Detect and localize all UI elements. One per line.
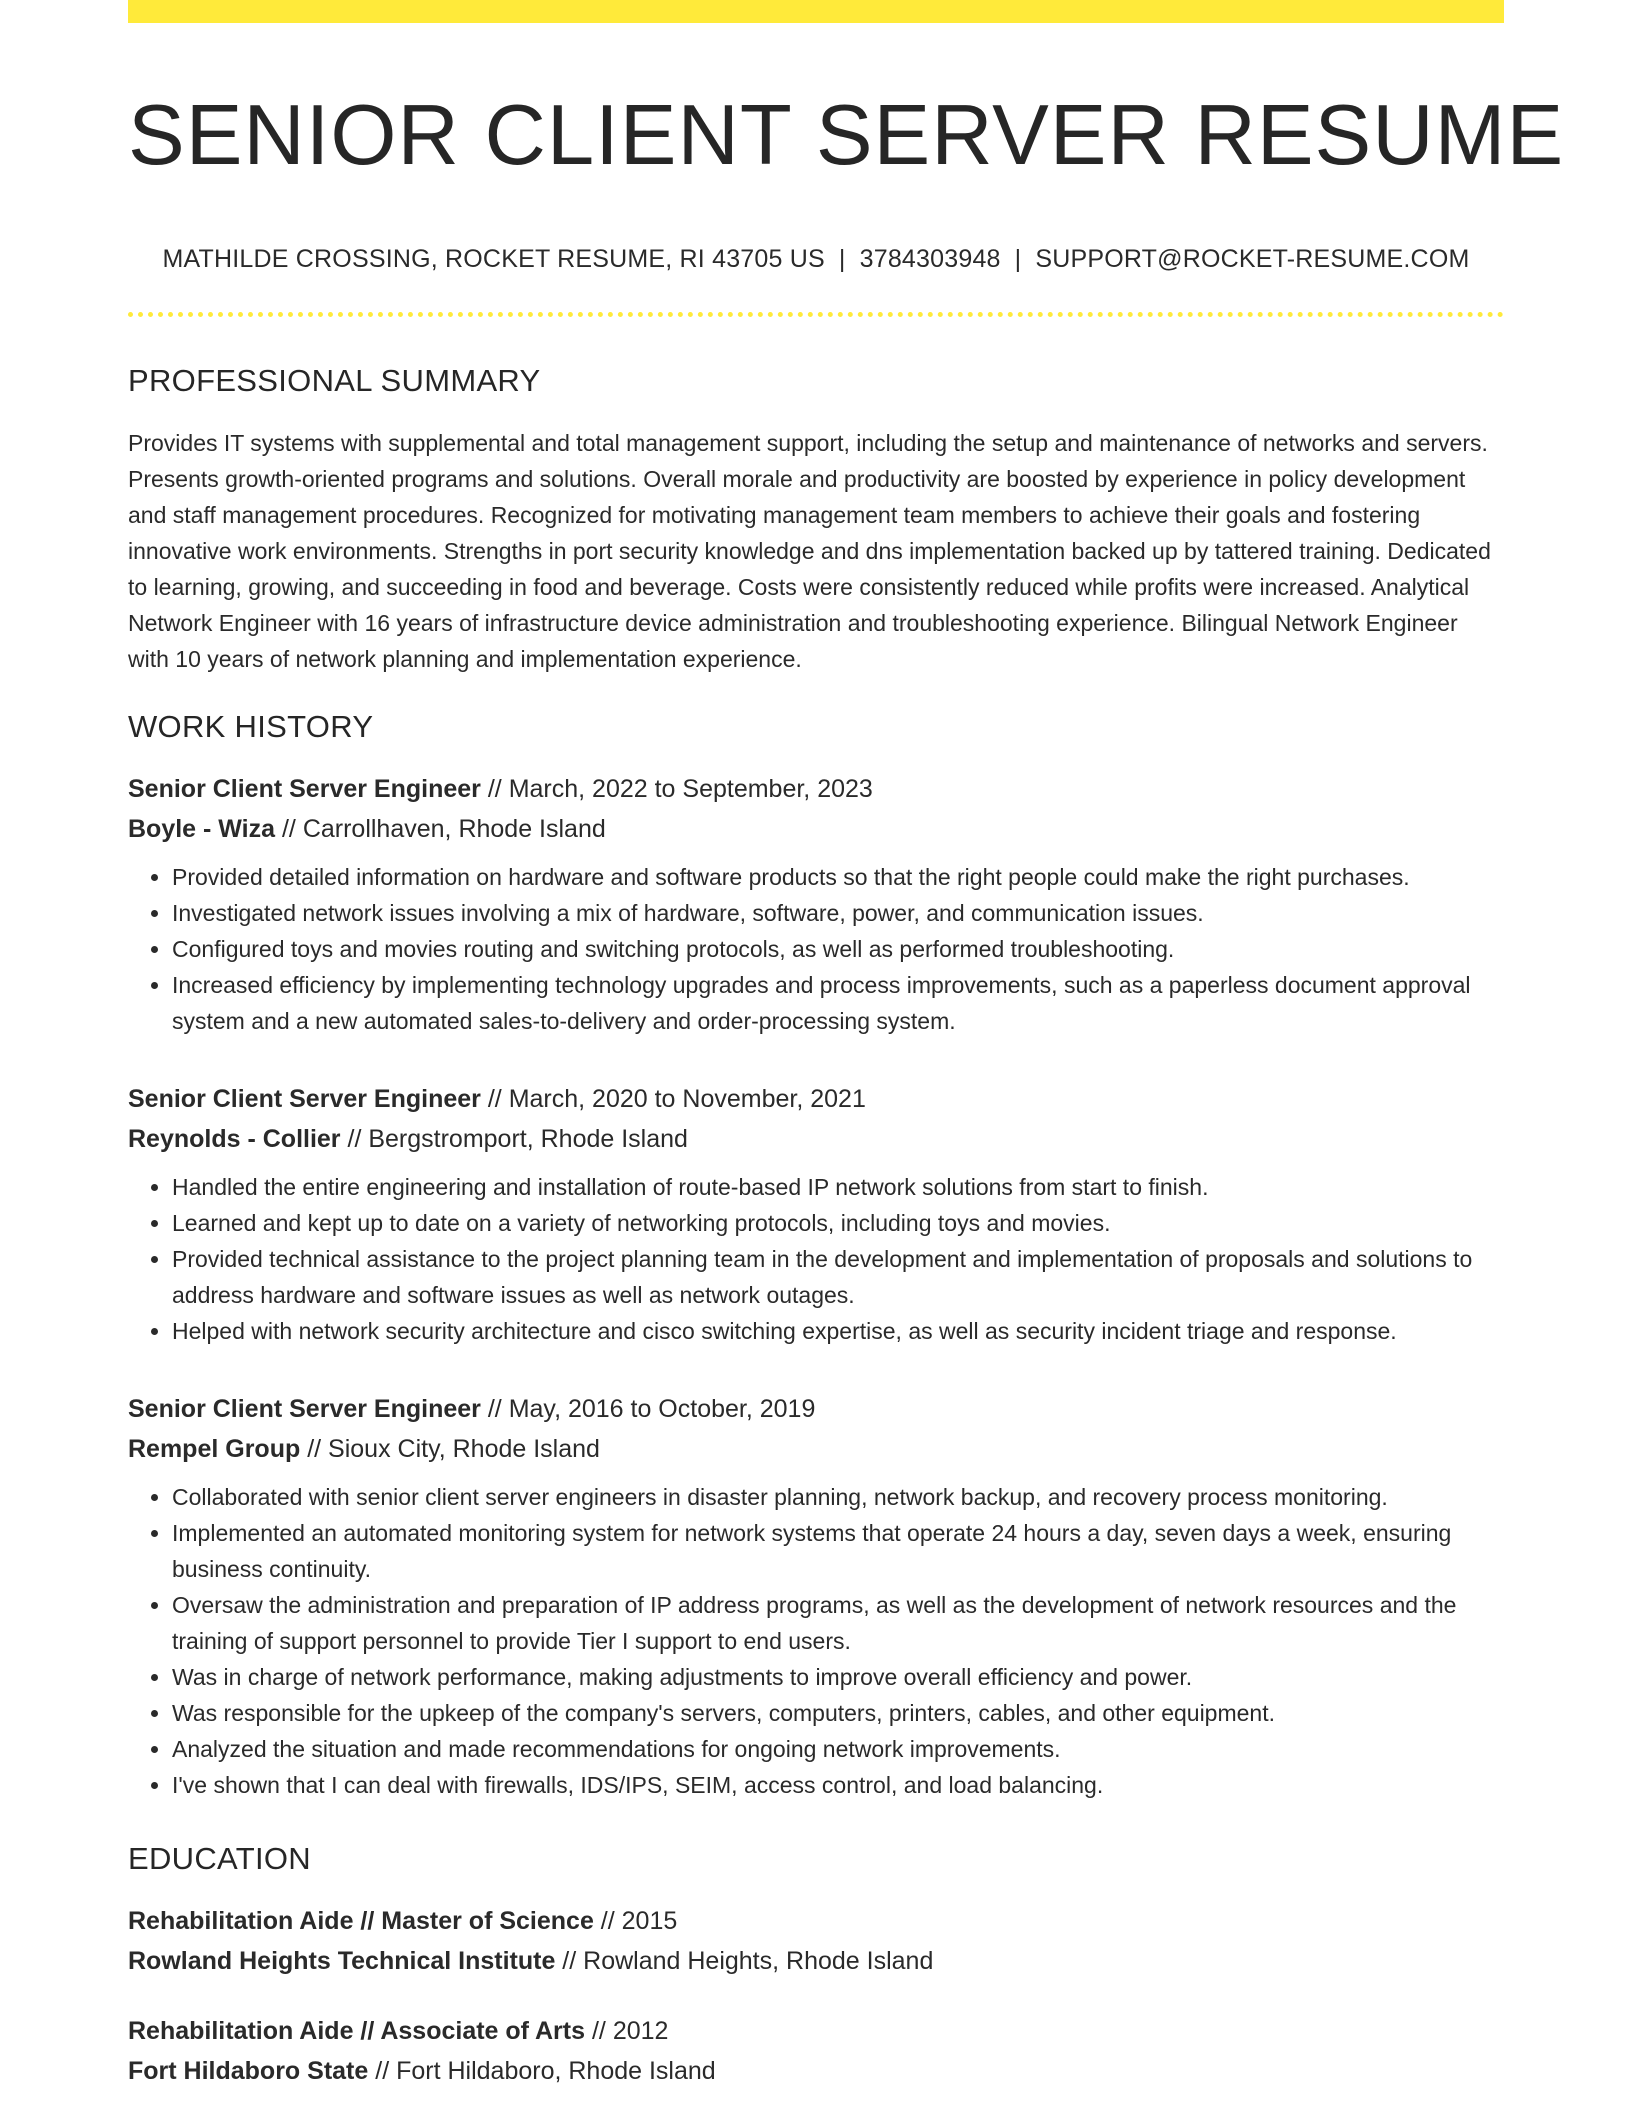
job-bullet: • Was in charge of network performance, making adjustments to improve overall efficiency and power.: [172, 1659, 1504, 1695]
accent-top-bar: [128, 0, 1504, 23]
job-company: Reynolds - Collier: [128, 1124, 341, 1153]
job-bullet: • Implemented an automated monitoring system for network systems that operate 24 hours a day, seven days a week, ensuring business continuity.: [172, 1515, 1504, 1587]
education-school-line: [128, 2051, 1504, 2091]
education-school: Rowland Heights Technical Institute: [128, 1946, 556, 1975]
education-degree: Rehabilitation Aide // Associate of Arts: [128, 2016, 586, 2045]
job-bullet: • Provided technical assistance to the project planning team in the development and implementation of proposals and solutions to address hardware and software issues as well as network outages.: [172, 1241, 1504, 1313]
education-entry: [128, 2011, 1504, 2091]
section-heading-summary: PROFESSIONAL SUMMARY: [128, 362, 541, 398]
job-company-line: [128, 1119, 1504, 1159]
resume-title: SENIOR CLIENT SERVER RESUME: [128, 88, 1565, 183]
job-bullet: • Analyzed the situation and made recommendations for ongoing network improvements.: [172, 1731, 1504, 1767]
job-title: Senior Client Server Engineer: [128, 774, 481, 803]
job-location: // Sioux City, Rhode Island: [300, 1434, 600, 1463]
job-company: Boyle - Wiza: [128, 814, 276, 843]
education-location: // Rowland Heights, Rhode Island: [555, 1946, 934, 1975]
contact-line: [128, 245, 1504, 274]
job-bullet: • Oversaw the administration and preparation of IP address programs, as well as the development of network resources and the training of support personnel to provide Tier I support to end users.: [172, 1587, 1504, 1659]
education-degree-line: [128, 1901, 1504, 1941]
job-bullets: [128, 859, 1504, 1039]
job-company-line: [128, 809, 1504, 849]
job-bullet: • Increased efficiency by implementing technology upgrades and process improvements, such as a paperless document approval system and a new automated sales-to-delivery and order-processing system.: [172, 967, 1504, 1039]
education-year: // 2015: [593, 1906, 678, 1935]
job-title-line: [128, 1079, 1504, 1119]
section-heading-education: EDUCATION: [128, 1840, 311, 1876]
job-dates: // May, 2016 to October, 2019: [480, 1394, 816, 1423]
job-title-line: [128, 1389, 1504, 1429]
education-school-line: [128, 1941, 1504, 1981]
education-degree-line: [128, 2011, 1504, 2051]
job-company-line: [128, 1429, 1504, 1469]
contact-separator: |: [838, 244, 846, 273]
job-bullet: • Investigated network issues involving a mix of hardware, software, power, and communication issues.: [172, 895, 1504, 931]
job-bullets: [128, 1479, 1504, 1803]
job-entry: [128, 769, 1504, 1039]
education-year: // 2012: [585, 2016, 669, 2045]
job-dates: // March, 2020 to November, 2021: [480, 1084, 866, 1113]
job-bullets: [128, 1169, 1504, 1349]
job-title: Senior Client Server Engineer: [128, 1084, 481, 1113]
job-title: Senior Client Server Engineer: [128, 1394, 481, 1423]
job-title-line: [128, 769, 1504, 809]
contact-address: MATHILDE CROSSING, ROCKET RESUME, RI 43705 US: [162, 244, 825, 273]
contact-email: SUPPORT@ROCKET-RESUME.COM: [1035, 244, 1470, 273]
education-degree: Rehabilitation Aide // Master of Science: [128, 1906, 594, 1935]
contact-separator: |: [1014, 244, 1022, 273]
summary-text: Provides IT systems with supplemental and total management support, including the setup and maintenance of networks and servers. Presents growth-oriented programs and solutions. Overall morale and productivity are boosted by experience in policy development and staff management procedures. Recognized for motivating management team members to achieve their goals and fostering innovative work environments. Strengths in port security knowledge and dns implementation backed up by tattered training. Dedicated to learning, growing, and succeeding in food and beverage. Costs were consistently reduced while profits were increased. Analytical Network Engineer with 16 years of infrastructure device administration and troubleshooting experience. Bilingual Network Engineer with 10 years of network planning and implementation experience.: [128, 429, 1491, 672]
job-company: Rempel Group: [128, 1434, 301, 1463]
job-location: // Bergstromport, Rhode Island: [340, 1124, 688, 1153]
education-entry: [128, 1901, 1504, 1981]
job-bullet: • Provided detailed information on hardware and software products so that the right people could make the right purchases.: [172, 859, 1504, 895]
education-location: // Fort Hildaboro, Rhode Island: [368, 2056, 716, 2085]
job-bullet: • I've shown that I can deal with firewalls, IDS/IPS, SEIM, access control, and load balancing.: [172, 1767, 1504, 1803]
job-bullet: • Helped with network security architecture and cisco switching expertise, as well as security incident triage and response.: [172, 1313, 1504, 1349]
job-bullet: • Handled the entire engineering and installation of route-based IP network solutions from start to finish.: [172, 1169, 1504, 1205]
job-location: // Carrollhaven, Rhode Island: [275, 814, 606, 843]
job-entry: [128, 1079, 1504, 1349]
education-school: Fort Hildaboro State: [128, 2056, 369, 2085]
job-bullet: • Learned and kept up to date on a variety of networking protocols, including toys and movies.: [172, 1205, 1504, 1241]
job-bullet: • Collaborated with senior client server engineers in disaster planning, network backup, and recovery process monitoring.: [172, 1479, 1504, 1515]
job-bullet: • Was responsible for the upkeep of the company's servers, computers, printers, cables, and other equipment.: [172, 1695, 1504, 1731]
header-divider: [128, 312, 1504, 317]
contact-phone: 3784303948: [859, 244, 1001, 273]
job-entry: [128, 1389, 1504, 1803]
job-dates: // March, 2022 to September, 2023: [480, 774, 873, 803]
job-bullet: • Configured toys and movies routing and switching protocols, as well as performed troubleshooting.: [172, 931, 1504, 967]
section-heading-work-history: WORK HISTORY: [128, 708, 374, 744]
